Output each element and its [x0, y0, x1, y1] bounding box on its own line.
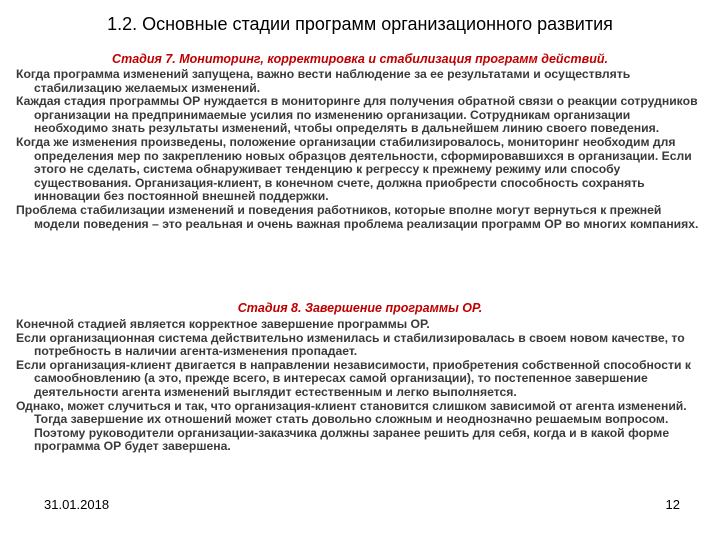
stage-8-paragraph: Если организационная система действительно изменилась и стабилизировалась в своем новом качестве, то потребность в наличии агента-изменения пропадает. — [16, 330, 685, 359]
stage-8-body — [16, 318, 706, 454]
slide-date: 31.01.2018 — [44, 497, 110, 512]
stage-8-paragraph: Если организация-клиент двигается в направлении независимости, приобретения собственной способности к самообновлению (а это, прежде всего, в интересах самой организации), то постепенное завершение деятельности агента изменений выглядит естественным и легко выполняется. — [16, 357, 691, 399]
stage-7-paragraph: Когда программа изменений запущена, важно вести наблюдение за ее результатами и осуществлять стабилизацию желаемых изменений. — [16, 67, 631, 95]
stage-7-body — [16, 68, 706, 231]
stage-8-heading: Стадия 8. Завершение программы ОР. — [237, 301, 483, 315]
slide-page-number: 12 — [665, 497, 680, 512]
stage-7-heading: Стадия 7. Мониторинг, корректировка и стабилизация программ действий. — [112, 52, 608, 66]
stage-7-paragraph: Когда же изменения произведены, положение организации стабилизировалось, мониторинг необходим для определения мер по закреплению новых образцов деятельности, сформировавшихся в организации. Если этого не сделать, система обнаруживает тенденцию к регрессу к прежнему режиму или способу существования. Организация-клиент, в конечном счете, должна приобрести способность сохранять инновации без постоянной внешней поддержки. — [16, 134, 692, 204]
stage-7-paragraph: Проблема стабилизации изменений и поведения работников, которые вполне могут вернуться к прежней модели поведения – это реальная и очень важная проблема реализации программ ОР во многих компаниях. — [16, 202, 699, 231]
stage-8-paragraph: Конечной стадией является корректное завершение программы ОР. — [16, 317, 430, 331]
slide-title: 1.2. Основные стадии программ организационного развития — [107, 14, 613, 34]
stage-8-paragraph: Однако, может случиться и так, что организация-клиент становится слишком зависимой от агента изменений. Тогда завершение их отношений может стать довольно сложным и неоднозначно решаемым вопросом. Поэтому руководители организации-заказчика должны заранее решить для себя, когда и в какой форме программа ОР будет завершена. — [16, 398, 687, 454]
stage-7-paragraph: Каждая стадия программы ОР нуждается в мониторинге для получения обратной связи о реакции сотрудников организации на предпринимаемые усилия по изменению организации. Сотрудникам организации необходимо знать результаты изменений, чтобы определять в дальнейшем линию своего поведения. — [16, 94, 698, 136]
